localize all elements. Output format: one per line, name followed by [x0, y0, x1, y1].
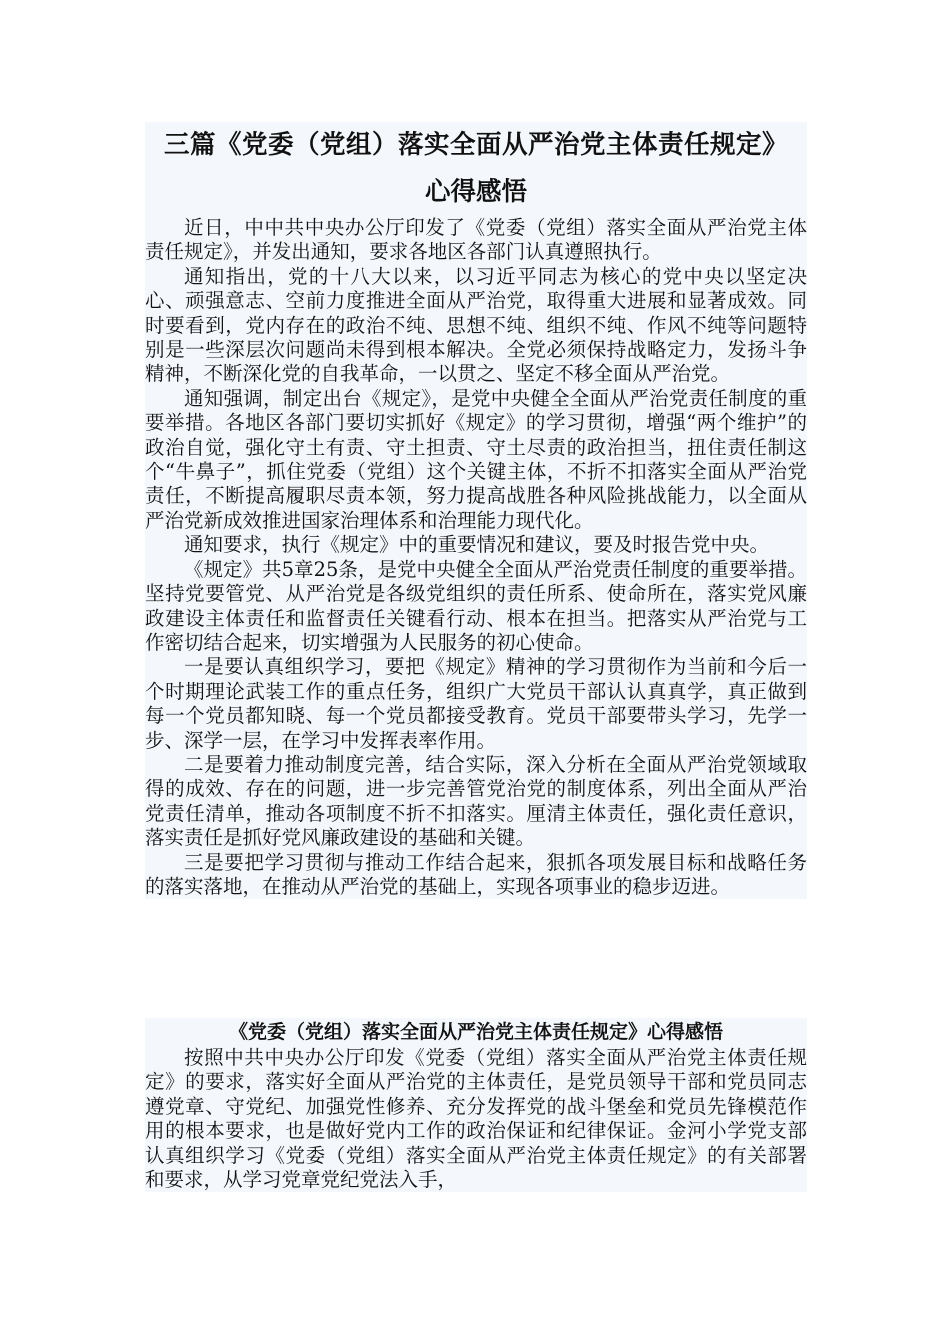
article-2-title: 《党委（党组）落实全面从严治党主体责任规定》心得感悟 — [228, 1021, 723, 1043]
article-2-paragraph-1: 按照中共中央办公厅印发《党委（党组）落实全面从严治党主体责任规定》的要求，落实好全面从严治党的主体责任，是党员领导干部和党员同志遵党章、守党纪、加强党性修养、充分发挥党的战斗堡垒和党员先锋模范作用的根本要求，也是做好党内工作的政治保证和纪律保证。金河小学党支部认真组织学习《党委（党组）落实全面从严治党主体责任规定》的有关部署和要求，从学习党章党纪党法入手， — [145, 1046, 807, 1192]
article-1-paragraph-5: 《规定》共5章25条，是党中央健全全面从严治党责任制度的重要举措。坚持党要管党、从严治党是各级党组织的责任所系、使命所在，落实党风廉政建设主体责任和监督责任关键看行动、根本在担当。把落实从严治党与工作密切结合起来，切实增强为人民服务的初心使命。 — [145, 557, 807, 654]
article-1-title-line-2: 心得感悟 — [424, 177, 527, 207]
article-1-paragraph-2: 通知指出，党的十八大以来，以习近平同志为核心的党中央以坚定决心、顽强意志、空前力度推进全面从严治党，取得重大进展和显著成效。同时要看到，党内存在的政治不纯、思想不纯、组织不纯、作风不纯等问题特别是一些深层次问题尚未得到根本解决。全党必须保持战略定力，发扬斗争精神，不断深化党的自我革命，一以贯之、坚定不移全面从严治党。 — [145, 264, 807, 386]
article-1 — [145, 122, 807, 899]
article-1-paragraph-8: 三是要把学习贯彻与推动工作结合起来，狠抓各项发展目标和战略任务的落实落地，在推动从严治党的基础上，实现各项事业的稳步迈进。 — [145, 850, 807, 898]
article-2 — [145, 1018, 807, 1192]
article-1-paragraph-6: 一是要认真组织学习，要把《规定》精神的学习贯彻作为当前和今后一个时期理论武装工作的重点任务，组织广大党员干部认认真真学，真正做到每一个党员都知晓、每一个党员都接受教育。党员干部要带头学习，先学一步、深学一层，在学习中发挥表率作用。 — [145, 655, 807, 752]
article-1-paragraph-4: 通知要求，执行《规定》中的重要情况和建议，要及时报告党中央。 — [184, 533, 770, 557]
article-1-paragraph-3: 通知强调，制定出台《规定》，是党中央健全全面从严治党责任制度的重要举措。各地区各部门要切实抓好《规定》的学习贯彻，增强“两个维护”的政治自觉，强化守土有责、守土担责、守土尽责的政治担当，扭住责任制这个“牛鼻子”，抓住党委（党组）这个关键主体，不折不扣落实全面从严治党责任，不断提高履职尽责本领，努力提高战胜各种风险挑战能力，以全面从严治党新成效推进国家治理体系和治理能力现代化。 — [145, 386, 807, 532]
article-1-paragraph-7: 二是要着力推动制度完善，结合实际，深入分析在全面从严治党领域取得的成效、存在的问题，进一步完善管党治党的制度体系，列出全面从严治党责任清单，推动各项制度不折不扣落实。厘清主体责任，强化责任意识，落实责任是抓好党风廉政建设的基础和关键。 — [145, 752, 807, 850]
article-1-paragraph-1: 近日，中中共中央办公厅印发了《党委（党组）落实全面从严治党主体责任规定》，并发出通知，要求各地区各部门认真遵照执行。 — [145, 216, 807, 264]
article-1-title-line-1: 三篇《党委（党组）落实全面从严治党主体责任规定》 — [163, 130, 788, 160]
